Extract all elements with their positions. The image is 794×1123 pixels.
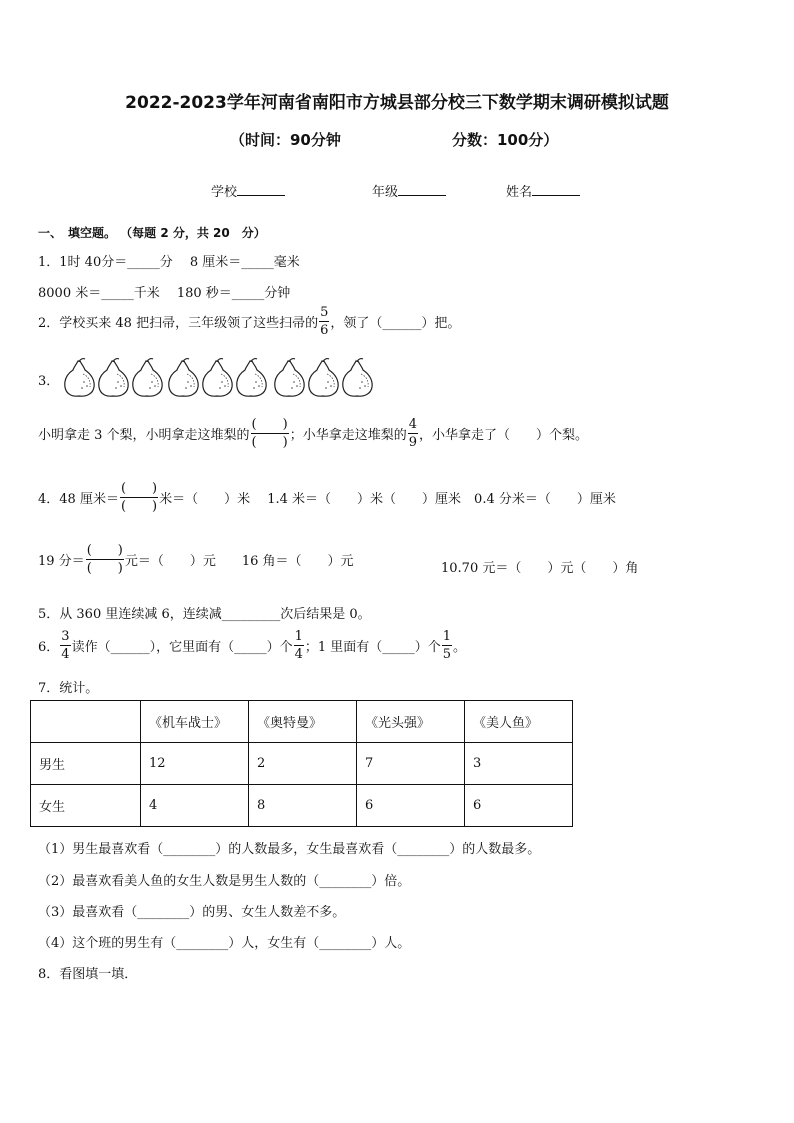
- time-label: （时间：90分钟: [230, 131, 341, 149]
- blank-fraction: $\frac{( )}{( )}$: [251, 417, 288, 450]
- table-cell: 女生: [31, 785, 141, 827]
- score-label: 分数：100分）: [452, 131, 559, 149]
- question-6: 6． $\frac{3}{4}$ 读作（______），它里面有（_____）个 $\frac{1}{4}$ ；1 里面有（_____）个 $\frac{1}{5}$ 。: [38, 629, 467, 662]
- table-cell: [31, 701, 141, 743]
- table-cell: 《机车战士》: [141, 701, 249, 743]
- pear-icon: [275, 359, 304, 397]
- table-row: [31, 743, 573, 785]
- question-1a: 1．1时 40分＝_____分 8 厘米＝_____毫米: [38, 255, 300, 270]
- table-cell: 2: [249, 743, 357, 785]
- question-7-1: （1）男生最喜欢看（________）的人数最多，女生最喜欢看（________）的人数最多。: [38, 842, 541, 857]
- pear-icon: [343, 359, 372, 397]
- question-3-label: 3．: [38, 374, 60, 389]
- table-cell: 《奥特曼》: [249, 701, 357, 743]
- school-field: 学校: [211, 181, 285, 200]
- question-2: 2．学校买来 48 把扫帚，三年级领了这些扫帚的 $\frac{5}{6}$ ，领了（______）把。: [38, 305, 461, 338]
- question-7-4: （4）这个班的男生有（________）人，女生有（________）人。: [38, 936, 411, 951]
- question-7-2: （2）最喜欢看美人鱼的女生人数是男生人数的（________）倍。: [38, 874, 411, 889]
- table-cell: 12: [141, 743, 249, 785]
- pear-icon: [237, 359, 266, 397]
- table-cell: 4: [141, 785, 249, 827]
- section-heading: 一、 填空题。 （每题 2 分，共 20 分）: [38, 226, 266, 240]
- question-5: 5．从 360 里连续减 6，连续减_________次后结果是 0。: [38, 607, 371, 622]
- table-cell: 《光头强》: [357, 701, 465, 743]
- table-row: [31, 785, 573, 827]
- stats-table: [30, 700, 573, 827]
- table-cell: 《美人鱼》: [465, 701, 573, 743]
- table-header-row: [31, 701, 573, 743]
- question-1b: 8000 米＝_____千米 180 秒＝_____分钟: [38, 286, 291, 301]
- question-4c: 10.70 元＝（ ）元（ ）角: [441, 561, 639, 576]
- pear-icon: [203, 359, 232, 397]
- table-cell: 男生: [31, 743, 141, 785]
- pear-icon: [169, 359, 198, 397]
- question-4a: 4．48 厘米＝ $\frac{( )}{( )}$ 米＝（ ）米 1.4 米＝（ ）米（ ）厘米 0.4 分米＝（ ）厘米: [38, 481, 616, 514]
- table-cell: 6: [357, 785, 465, 827]
- pear-icons: [62, 358, 374, 398]
- question-3: 小明拿走 3 个梨，小明拿走这堆梨的 $\frac{( )}{( )}$ ；小华拿走这堆梨的 $\frac{4}{9}$ ，小华拿走了（ ）个梨。: [38, 417, 589, 450]
- fraction: $\frac{1}{4}$: [294, 629, 303, 662]
- blank-fraction: $\frac{( )}{( )}$: [86, 543, 123, 576]
- pear-icon: [65, 359, 94, 397]
- fraction: $\frac{3}{4}$: [61, 629, 70, 662]
- fraction: $\frac{4}{9}$: [408, 417, 417, 450]
- name-field: 姓名: [506, 181, 580, 200]
- pear-icon: [133, 359, 162, 397]
- pear-icon: [99, 359, 128, 397]
- question-8: 8．看图填一填．: [38, 967, 138, 982]
- question-7: 7．统计。: [38, 681, 99, 696]
- question-4b: 19 分＝ $\frac{( )}{( )}$ 元＝（ ）元 16 角＝（ ）元: [38, 543, 354, 576]
- fraction: $\frac{1}{5}$: [442, 629, 452, 662]
- pear-icon: [309, 359, 338, 397]
- fraction: $\frac{5}{6}$: [320, 305, 329, 338]
- table-cell: 8: [249, 785, 357, 827]
- table-cell: 3: [465, 743, 573, 785]
- table-cell: 7: [357, 743, 465, 785]
- question-7-3: （3）最喜欢看（________）的男、女生人数差不多。: [38, 905, 346, 920]
- blank-fraction: $\frac{( )}{( )}$: [120, 481, 158, 514]
- table-cell: 6: [465, 785, 573, 827]
- grade-field: 年级: [372, 181, 446, 200]
- page-title: 2022-2023学年河南省南阳市方城县部分校三下数学期末调研模拟试题: [125, 93, 669, 113]
